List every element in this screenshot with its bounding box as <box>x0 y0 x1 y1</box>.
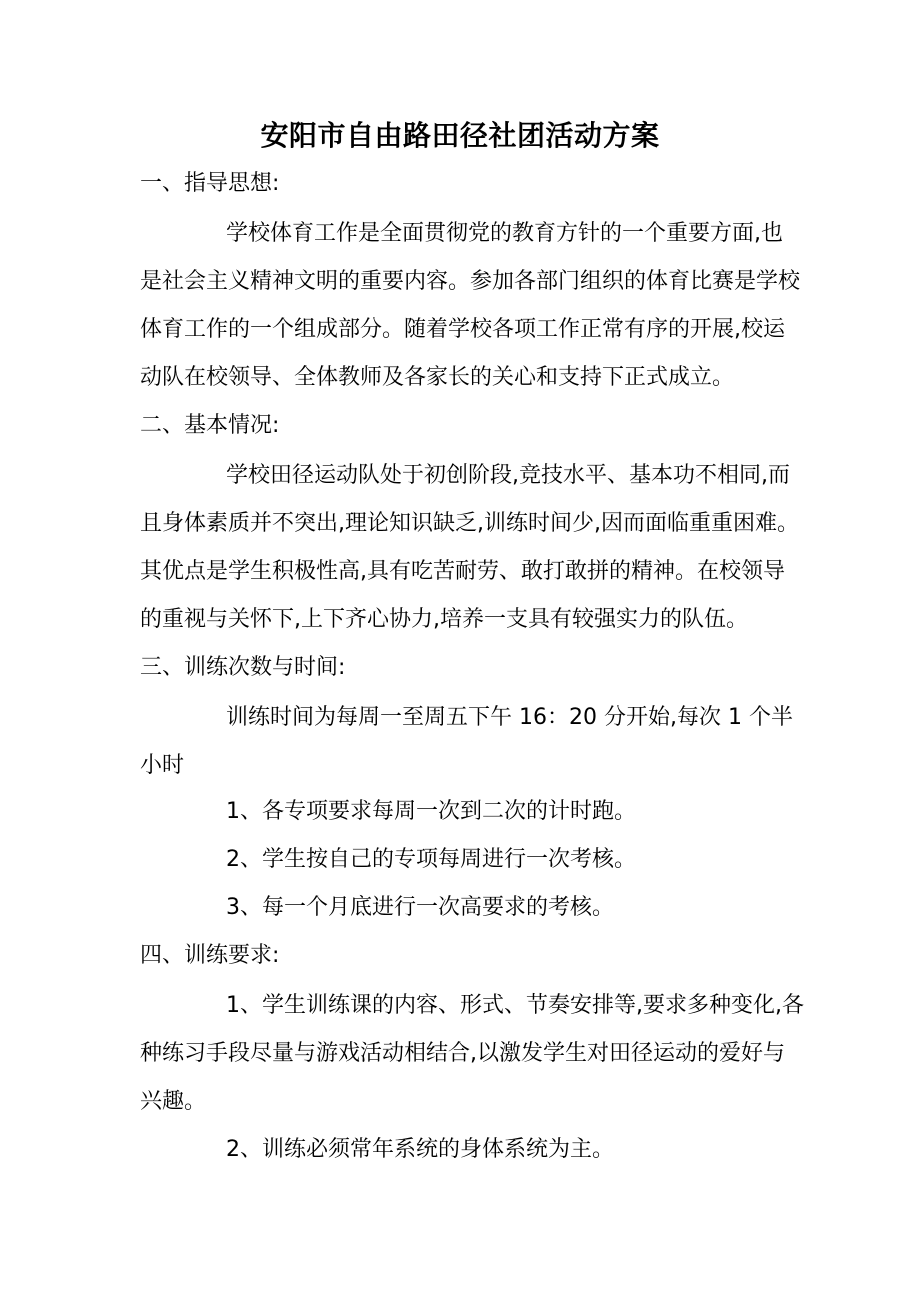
list-item: 1、学生训练课的内容、形式、节奏安排等,要求多种变化,各 <box>226 993 804 1018</box>
section-heading-guiding-ideology: 一、指导思想: <box>140 171 280 196</box>
paragraph-line: 动队在校领导、全体教师及各家长的关心和支持下正式成立。 <box>140 365 735 390</box>
paragraph-line: 体育工作的一个组成部分。随着学校各项工作正常有序的开展,校运 <box>140 317 785 342</box>
list-item: 1、各专项要求每周一次到二次的计时跑。 <box>226 799 636 824</box>
paragraph-line: 兴趣。 <box>140 1089 207 1114</box>
document-title: 安阳市自由路田径社团活动方案 <box>260 119 660 152</box>
section-heading-basic-situation: 二、基本情况: <box>140 413 280 438</box>
paragraph-line: 小时 <box>140 753 185 778</box>
list-item: 3、每一个月底进行一次高要求的考核。 <box>226 895 614 920</box>
list-item: 2、学生按自己的专项每周进行一次考核。 <box>226 847 636 872</box>
list-item: 2、训练必须常年系统的身体系统为主。 <box>226 1137 614 1162</box>
section-heading-training-requirements: 四、训练要求: <box>140 943 280 968</box>
paragraph-line: 种练习手段尽量与游戏活动相结合,以激发学生对田径运动的爱好与 <box>140 1041 785 1066</box>
paragraph-line: 的重视与关怀下,上下齐心协力,培养一支具有较强实力的队伍。 <box>140 607 748 632</box>
paragraph-line: 学校田径运动队处于初创阶段,竞技水平、基本功不相同,而 <box>226 463 790 488</box>
paragraph-line: 学校体育工作是全面贯彻党的教育方针的一个重要方面,也 <box>226 221 783 246</box>
section-heading-training-schedule: 三、训练次数与时间: <box>140 655 346 680</box>
paragraph-line: 是社会主义精神文明的重要内容。参加各部门组织的体育比赛是学校 <box>140 269 801 294</box>
paragraph-line: 其优点是学生积极性高,具有吃苦耐劳、敢打敢拼的精神。在校领导 <box>140 559 785 584</box>
paragraph-line: 训练时间为每周一至周五下午 16：20 分开始,每次 1 个半 <box>226 705 793 730</box>
paragraph-line: 且身体素质并不突出,理论知识缺乏,训练时间少,因而面临重重困难。 <box>140 511 799 536</box>
